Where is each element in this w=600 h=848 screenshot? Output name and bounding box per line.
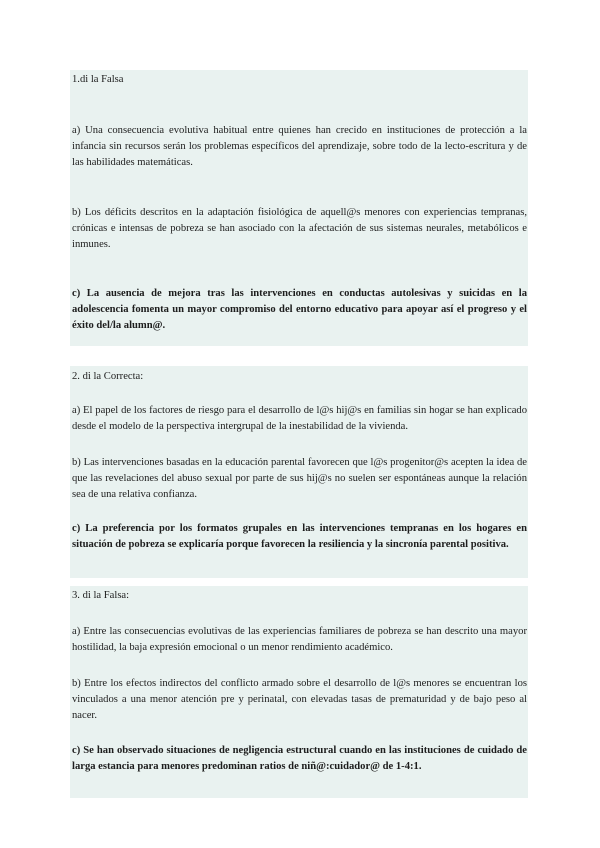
question-3-option-b: b) Entre los efectos indirectos del conflicto armado sobre el desarrollo de l@s menores se encuentran los vinculados a una menor atención pre y perinatal, con elevadas tasas de prematuridad y de bajo peso al nacer. (72, 678, 527, 721)
question-3-option-a: a) Entre las consecuencias evolutivas de las experiencias familiares de pobreza se han descrito una mayor hostilidad, la baja expresión emocional o un menor rendimiento académico. (72, 626, 527, 653)
question-1-option-c: c) La ausencia de mejora tras las intervenciones en conductas autolesivas y suicidas en la adolescencia fomenta un mayor compromiso del entorno educativo para apoyar así el progreso y el éxito del/la alumn@. (72, 288, 527, 331)
question-1-option-a: a) Una consecuencia evolutiva habitual entre quienes han crecido en instituciones de protección a la infancia sin recursos serán los problemas específicos del aprendizaje, sobre todo de la lecto-escritura y de las habilidades matemáticas. (72, 125, 527, 168)
question-3-option-c: c) Se han observado situaciones de negligencia estructural cuando en las instituciones de cuidado de larga estancia para menores predominan ratios de niñ@:cuidador@ de 1-4:1. (72, 745, 527, 772)
question-2-title: 2. di la Correcta: (72, 371, 144, 382)
question-2-option-b: b) Las intervenciones basadas en la educación parental favorecen que l@s progenitor@s acepten la idea de que las revelaciones del abuso sexual por parte de sus hij@s no suelen ser espontáneas aunque la relación sea de una relativa confianza. (72, 457, 527, 500)
question-3-title: 3. di la Falsa: (72, 590, 130, 601)
question-2-option-c: c) La preferencia por los formatos grupales en las intervenciones tempranas en los hogares en situación de pobreza se explicaría porque favorecen la resiliencia y la sincronía parental positiva. (72, 523, 527, 550)
question-2-option-a: a) El papel de los factores de riesgo para el desarrollo de l@s hij@s en familias sin hogar se han explicado desde el modelo de la perspectiva intergrupal de la inestabilidad de la vivienda. (72, 405, 527, 432)
question-1-option-b: b) Los déficits descritos en la adaptación fisiológica de aquell@s menores con experiencias tempranas, crónicas e intensas de pobreza se han asociado con la afectación de sus sistemas neurales, metabólicos e inmunes. (72, 207, 527, 250)
question-1-title: 1.di la Falsa (72, 74, 124, 85)
